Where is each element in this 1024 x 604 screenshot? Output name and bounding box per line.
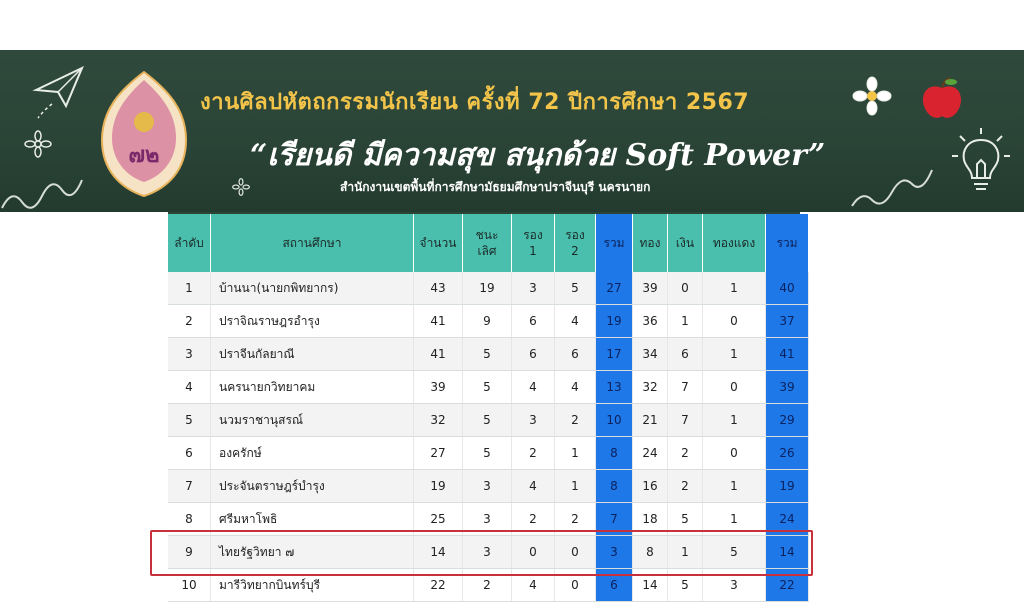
cell-silver: 7 <box>668 371 703 404</box>
cell-total2: 39 <box>766 371 809 404</box>
cell-silver: 2 <box>668 437 703 470</box>
flower-icon <box>852 76 892 116</box>
cell-gold: 18 <box>633 503 668 536</box>
cell-r2: 2 <box>555 503 596 536</box>
cell-r1: 3 <box>512 404 555 437</box>
col-school-header: สถานศึกษา <box>211 214 414 272</box>
cell-school: มารีวิทยากบินทร์บุรี <box>211 569 414 602</box>
col-bronze-header: ทองแดง <box>703 214 766 272</box>
cell-silver: 5 <box>668 503 703 536</box>
cell-r1: 4 <box>512 470 555 503</box>
col-winner-header: ชนะ เลิศ <box>463 214 512 272</box>
cell-count: 25 <box>414 503 463 536</box>
cell-bronze: 0 <box>703 371 766 404</box>
col-gold-header: ทอง <box>633 214 668 272</box>
cell-count: 19 <box>414 470 463 503</box>
cell-total1: 3 <box>596 536 633 569</box>
cell-r1: 2 <box>512 437 555 470</box>
col-rank-header: ลำดับ <box>168 214 211 272</box>
cell-r2: 5 <box>555 272 596 305</box>
cell-gold: 32 <box>633 371 668 404</box>
cell-count: 14 <box>414 536 463 569</box>
cell-r1: 6 <box>512 338 555 371</box>
cell-total1: 19 <box>596 305 633 338</box>
cell-bronze: 0 <box>703 305 766 338</box>
cell-r2: 1 <box>555 437 596 470</box>
cell-gold: 24 <box>633 437 668 470</box>
cell-school: ศรีมหาโพธิ <box>211 503 414 536</box>
cell-total2: 22 <box>766 569 809 602</box>
event-logo <box>98 70 190 198</box>
cell-rank: 4 <box>168 371 211 404</box>
cell-r2: 4 <box>555 305 596 338</box>
col-count-header: จำนวน <box>414 214 463 272</box>
cell-rank: 10 <box>168 569 211 602</box>
table-row <box>168 470 809 503</box>
chalk-squiggle-icon <box>850 160 940 210</box>
cell-winner: 2 <box>463 569 512 602</box>
col-runnerup1-header: รอง 1 <box>512 214 555 272</box>
cell-r1: 4 <box>512 371 555 404</box>
cell-school: นวมราชานุสรณ์ <box>211 404 414 437</box>
cell-winner: 5 <box>463 404 512 437</box>
cell-winner: 3 <box>463 470 512 503</box>
cell-total2: 41 <box>766 338 809 371</box>
cell-bronze: 5 <box>703 536 766 569</box>
table-row <box>168 338 809 371</box>
cell-silver: 1 <box>668 536 703 569</box>
cell-bronze: 1 <box>703 272 766 305</box>
cell-silver: 0 <box>668 272 703 305</box>
cell-count: 22 <box>414 569 463 602</box>
cell-school: ปราจีนกัลยาณี <box>211 338 414 371</box>
cell-silver: 7 <box>668 404 703 437</box>
cell-r2: 4 <box>555 371 596 404</box>
highlight-box <box>150 530 813 576</box>
banner-subtitle: สำนักงานเขตพื้นที่การศึกษามัธยมศึกษาปราจีนบุรี นครนายก <box>340 180 651 194</box>
cell-r2: 6 <box>555 338 596 371</box>
cell-bronze: 0 <box>703 437 766 470</box>
cell-total1: 13 <box>596 371 633 404</box>
cell-rank: 8 <box>168 503 211 536</box>
cell-bronze: 1 <box>703 338 766 371</box>
cell-gold: 16 <box>633 470 668 503</box>
cell-total1: 8 <box>596 437 633 470</box>
cell-winner: 19 <box>463 272 512 305</box>
banner-slogan: “เรียนดี มีความสุข สนุกด้วย Soft Power” <box>250 138 826 173</box>
cell-bronze: 1 <box>703 503 766 536</box>
cell-bronze: 1 <box>703 404 766 437</box>
cell-r2: 2 <box>555 404 596 437</box>
cell-total1: 27 <box>596 272 633 305</box>
cell-silver: 6 <box>668 338 703 371</box>
cell-school: นครนายกวิทยาคม <box>211 371 414 404</box>
cell-rank: 7 <box>168 470 211 503</box>
cell-gold: 21 <box>633 404 668 437</box>
cell-count: 27 <box>414 437 463 470</box>
cell-rank: 3 <box>168 338 211 371</box>
cell-total2: 24 <box>766 503 809 536</box>
cell-r2: 0 <box>555 536 596 569</box>
cell-r1: 3 <box>512 272 555 305</box>
cell-r1: 6 <box>512 305 555 338</box>
table-row <box>168 272 809 305</box>
table-row <box>168 404 809 437</box>
cell-count: 41 <box>414 338 463 371</box>
cell-school: ไทยรัฐวิทยา ๗ <box>211 536 414 569</box>
cell-total2: 37 <box>766 305 809 338</box>
cell-count: 41 <box>414 305 463 338</box>
lightbulb-icon <box>950 126 1012 196</box>
chalk-squiggle-icon <box>0 168 90 212</box>
cell-silver: 2 <box>668 470 703 503</box>
table-row <box>168 437 809 470</box>
cell-school: บ้านนา(นายกพิทยากร) <box>211 272 414 305</box>
cell-r2: 0 <box>555 569 596 602</box>
cell-rank: 6 <box>168 437 211 470</box>
cell-gold: 8 <box>633 536 668 569</box>
table-header-row <box>168 214 809 272</box>
cell-total2: 14 <box>766 536 809 569</box>
cell-rank: 9 <box>168 536 211 569</box>
cell-gold: 36 <box>633 305 668 338</box>
banner-title: งานศิลปหัตถกรรมนักเรียน ครั้งที่ 72 ปีการศึกษา 2567 <box>200 90 750 115</box>
cell-total1: 7 <box>596 503 633 536</box>
cell-count: 39 <box>414 371 463 404</box>
cell-winner: 9 <box>463 305 512 338</box>
col-total2-header: รวม <box>766 214 809 272</box>
flower-icon <box>24 130 52 158</box>
cell-rank: 1 <box>168 272 211 305</box>
cell-r1: 0 <box>512 536 555 569</box>
cell-gold: 14 <box>633 569 668 602</box>
cell-gold: 34 <box>633 338 668 371</box>
cell-total1: 17 <box>596 338 633 371</box>
col-total1-header: รวม <box>596 214 633 272</box>
cell-gold: 39 <box>633 272 668 305</box>
cell-total2: 26 <box>766 437 809 470</box>
apple-icon <box>918 76 966 122</box>
cell-total1: 6 <box>596 569 633 602</box>
cell-total2: 19 <box>766 470 809 503</box>
cell-r1: 2 <box>512 503 555 536</box>
cell-bronze: 3 <box>703 569 766 602</box>
cell-total1: 10 <box>596 404 633 437</box>
cell-bronze: 1 <box>703 470 766 503</box>
cell-school: ปราจิณราษฎรอำรุง <box>211 305 414 338</box>
cell-school: องครักษ์ <box>211 437 414 470</box>
cell-total2: 40 <box>766 272 809 305</box>
header-banner <box>0 50 1024 212</box>
cell-winner: 5 <box>463 437 512 470</box>
table-row <box>168 371 809 404</box>
cell-total2: 29 <box>766 404 809 437</box>
cell-count: 32 <box>414 404 463 437</box>
cell-winner: 5 <box>463 338 512 371</box>
cell-silver: 5 <box>668 569 703 602</box>
col-silver-header: เงิน <box>668 214 703 272</box>
cell-school: ประจันตราษฎร์บำรุง <box>211 470 414 503</box>
cell-winner: 3 <box>463 536 512 569</box>
cell-winner: 3 <box>463 503 512 536</box>
logo-text: ๗๒ <box>128 143 160 168</box>
cell-total1: 8 <box>596 470 633 503</box>
table-row <box>168 305 809 338</box>
flower-icon <box>232 178 250 196</box>
cell-rank: 5 <box>168 404 211 437</box>
paper-plane-icon <box>32 60 92 120</box>
cell-count: 43 <box>414 272 463 305</box>
cell-rank: 2 <box>168 305 211 338</box>
cell-silver: 1 <box>668 305 703 338</box>
cell-r2: 1 <box>555 470 596 503</box>
col-runnerup2-header: รอง 2 <box>555 214 596 272</box>
cell-winner: 5 <box>463 371 512 404</box>
cell-r1: 4 <box>512 569 555 602</box>
